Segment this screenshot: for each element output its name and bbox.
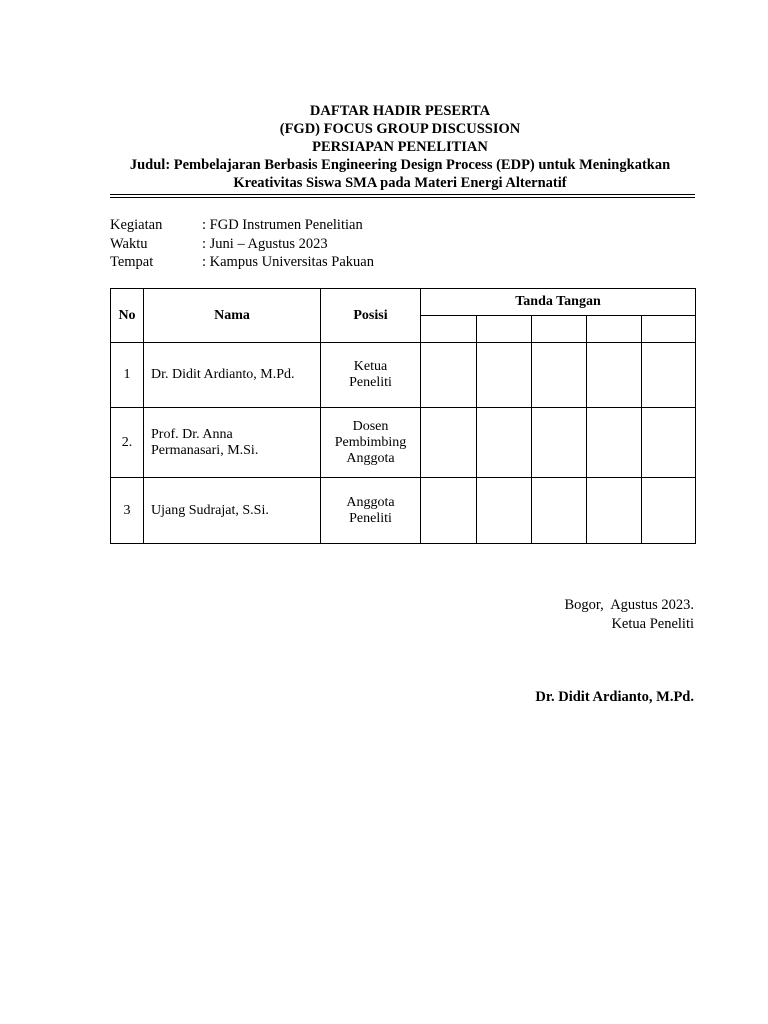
signature-subheader-cell	[642, 316, 696, 343]
signature-cell	[532, 343, 587, 408]
title-line-1: DAFTAR HADIR PESERTA	[309, 103, 491, 119]
table-row	[111, 478, 696, 544]
info-key: Waktu	[110, 235, 148, 252]
info-value: : Kampus Universitas Pakuan	[202, 254, 374, 270]
signature-cell	[477, 478, 532, 544]
header-divider-top	[110, 194, 695, 195]
signature-subheader-cell	[477, 316, 532, 343]
row-posisi	[321, 343, 421, 408]
info-row-waktu	[110, 235, 374, 254]
event-info	[110, 216, 374, 272]
signature-cell	[421, 478, 477, 544]
signature-cell	[477, 408, 532, 478]
row-posisi	[321, 478, 421, 544]
row-no: 3	[111, 478, 144, 544]
posisi-line: Anggota	[346, 494, 395, 510]
signature-subheader-cell	[587, 316, 642, 343]
signature-subheader-cell	[532, 316, 587, 343]
signature-subheader-cell	[421, 316, 477, 343]
signature-cell	[421, 343, 477, 408]
nama-line: Prof. Dr. Anna	[151, 426, 233, 442]
signature-cell	[532, 408, 587, 478]
posisi-line: Pembimbing	[334, 434, 407, 450]
signature-cell	[642, 408, 696, 478]
header-nama: Nama	[144, 289, 321, 343]
signature-cell	[642, 478, 696, 544]
signature-role: Ketua Peneliti	[611, 616, 694, 632]
attendance-table	[110, 288, 696, 544]
row-nama: Dr. Didit Ardianto, M.Pd.	[144, 343, 321, 408]
info-row-kegiatan	[110, 216, 374, 235]
table-row	[111, 343, 696, 408]
signature-cell	[587, 408, 642, 478]
signature-cell	[477, 343, 532, 408]
signature-name: Dr. Didit Ardianto, M.Pd.	[535, 689, 694, 705]
info-value: : FGD Instrumen Penelitian	[202, 217, 363, 233]
header-posisi: Posisi	[321, 289, 421, 343]
posisi-line: Peneliti	[349, 510, 392, 526]
posisi-line: Anggota	[346, 450, 395, 466]
signature-cell	[421, 408, 477, 478]
info-key: Tempat	[110, 254, 154, 270]
header-no: No	[111, 289, 144, 343]
row-nama: Ujang Sudrajat, S.Si.	[144, 478, 321, 544]
row-nama	[144, 408, 321, 478]
table-row	[111, 408, 696, 478]
title-line-3: PERSIAPAN PENELITIAN	[312, 139, 488, 155]
signature-cell	[587, 478, 642, 544]
signature-cell	[587, 343, 642, 408]
header-divider-bottom	[110, 197, 695, 198]
row-posisi	[321, 408, 421, 478]
row-no: 2.	[111, 408, 144, 478]
row-no: 1	[111, 343, 144, 408]
signature-cell	[532, 478, 587, 544]
table-header-row	[111, 289, 696, 316]
title-line-2: (FGD) FOCUS GROUP DISCUSSION	[279, 121, 521, 137]
info-key: Kegiatan	[110, 217, 163, 233]
title-line-5: Kreativitas Siswa SMA pada Materi Energi Alternatif	[233, 175, 567, 191]
nama-line: Permanasari, M.Si.	[151, 442, 259, 458]
signature-cell	[642, 343, 696, 408]
document-header	[100, 102, 700, 192]
header-tanda-tangan: Tanda Tangan	[421, 289, 696, 316]
info-value: : Juni – Agustus 2023	[202, 235, 328, 252]
posisi-line: Dosen	[352, 418, 389, 434]
info-row-tempat	[110, 253, 374, 272]
title-line-4: Judul: Pembelajaran Berbasis Engineering Design Process (EDP) untuk Meningkatkan	[129, 157, 671, 173]
posisi-line: Ketua	[353, 359, 388, 374]
signature-place-date: Bogor, Agustus 2023.	[564, 597, 694, 613]
posisi-line: Peneliti	[349, 375, 392, 390]
